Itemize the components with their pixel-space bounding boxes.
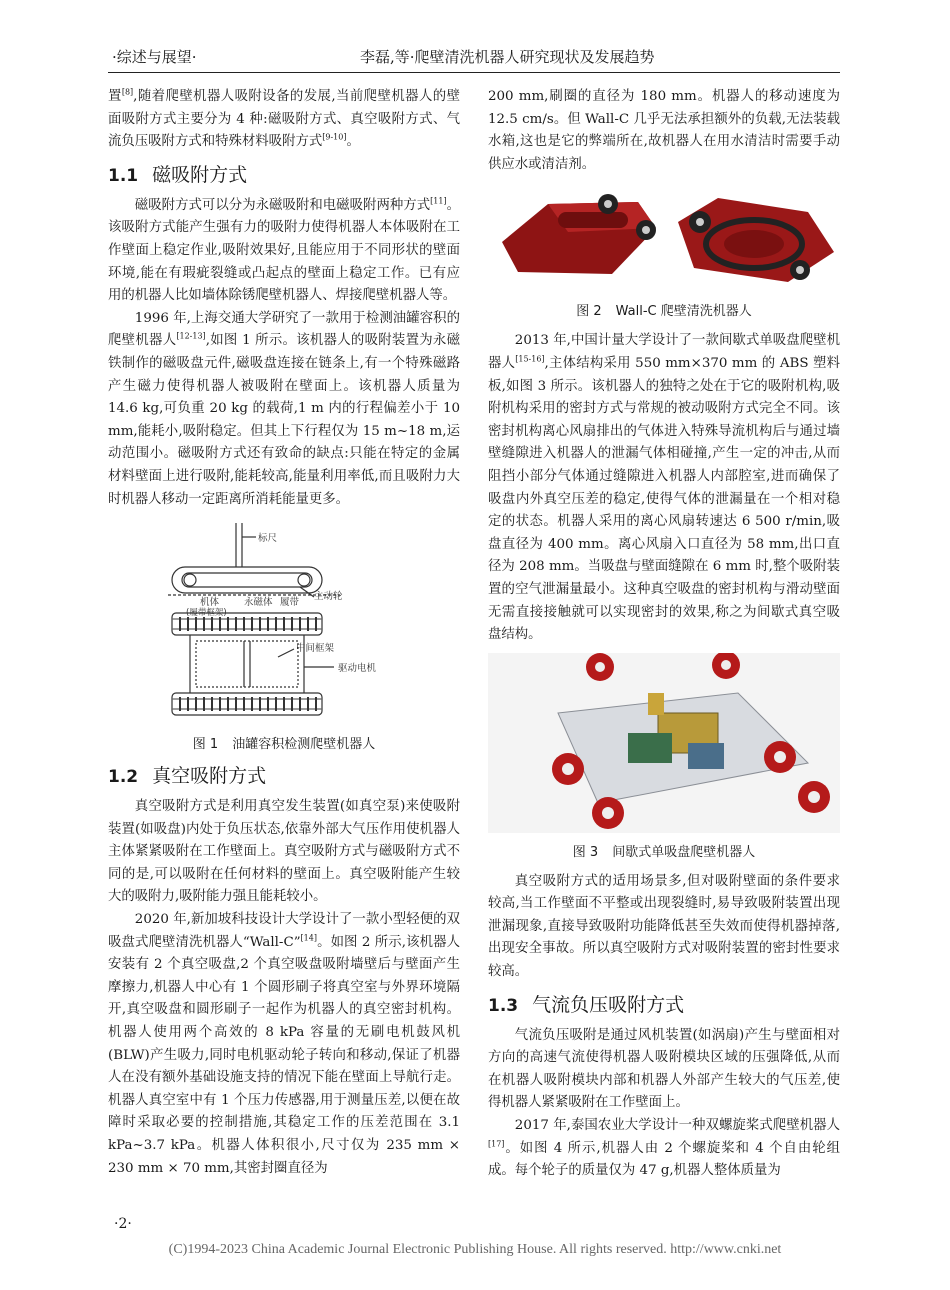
paragraph-magnetic: 磁吸附方式可以分为永磁吸附和电磁吸附两种方式[11]。该吸附方式能产生强有力的吸附力使得机器人本体吸附在工作壁面上稳定作业,吸附效果好,且能应用于不同形状的壁面环境,能在有瑕疵裂缝或凸起点的壁面上稳定工作。已有应用的机器人比如墙体除锈爬壁机器人、焊接爬壁机器人等。 [108, 196, 461, 304]
section-heading-1-1: 1.1 磁吸附方式 [108, 163, 248, 186]
citation[interactable]: [8] [121, 87, 134, 97]
paragraph-wallc: 2020 年,新加坡科技设计大学设计了一款小型轻便的双吸盘式爬壁清洗机器人“Wall-C”[14]。如图 2 所示,该机器人安装有 2 个真空吸盘,2 个真空吸盘吸附墙壁后与壁面产生摩擦力,机器人中心有 1 个圆形刷子将真空室与外界环境隔开,真空吸盘和圆形刷子一起作为机器人的真空密封机构。机器人使用两个高效的 8 kPa 容量的无刷电机鼓风机(BLW)产生吸力,同时电机驱动轮子转向和移动,保证了机器人在没有额外基础设施支持的情况下能在壁面上导航行走。机器人真空室中有 1 个压力传感器,用于测量压差,以便在故障时采取必要的控制措施,其稳定工作的压差范围在 3.1 kPa~3.7 kPa。机器人体积很小,尺寸仅为 235 mm × 230 mm × 70 mm,其密封圈直径为 [108, 912, 461, 1176]
wallc-front-render [502, 194, 656, 274]
citation[interactable]: [11] [430, 196, 447, 206]
copyright-notice: (C)1994-2023 China Academic Journal Electronic Publishing House. All rights reserved. http://www.cnki.net [168, 1242, 782, 1257]
citation[interactable]: [17] [488, 1139, 505, 1149]
paragraph-airflow: 气流负压吸附是通过风机装置(如涡扇)产生与壁面相对方向的高速气流使得机器人吸附模块区域的压强降低,从而在机器人吸附模块内部和机器人外部产生较大的气压差,使得机器人紧紧吸附在工作壁面上。 [488, 1027, 840, 1111]
header-section-label: ·综述与展望· [112, 48, 197, 66]
paragraph-vacuum: 真空吸附方式是利用真空发生装置(如真空泵)来使吸附装置(如吸盘)内处于负压状态,依靠外部大气压作用使机器人主体紧紧吸附在工作壁面上。真空吸附方式与磁吸附方式不同的是,可以吸附在任何材料的壁面上。真空吸附能产生较大的吸附力,吸附能力强且能耗较小。 [108, 799, 460, 905]
paragraph-wallc-cont: 200 mm,刷圈的直径为 180 mm。机器人的移动速度为 12.5 cm/s。但 Wall-C 几乎无法承担额外的负载,无法装载水箱,这也是它的弊端所在,故机器人在用水清洁时需要手动供应水或清洁剂。 [488, 89, 840, 172]
fig1-label-magnet: 永磁体 [244, 597, 273, 609]
figure-3-caption: 图 3 间歇式单吸盘爬壁机器人 [572, 844, 756, 860]
figure-1 [108, 517, 460, 755]
citation[interactable]: [15-16] [515, 354, 545, 364]
figure-3-image [488, 653, 840, 833]
running-header [0, 40, 950, 70]
section-heading-1-3: 1.3 气流负压吸附方式 [488, 993, 685, 1016]
fig1-label-ruler: 标尺 [258, 533, 278, 545]
figure-2 [488, 182, 840, 322]
citation[interactable]: [14] [300, 933, 317, 943]
citation[interactable]: [9-10] [322, 132, 347, 142]
header-rule [108, 72, 840, 73]
wallc-bottom-render [678, 198, 834, 282]
fig1-label-drive-wheel: 主动轮 [314, 591, 343, 603]
paragraph-sjtu-robot: 1996 年,上海交通大学研究了一款用于检测油罐容积的爬壁机器人[12-13],如图 1 所示。该机器人的吸附装置为永磁铁制作的磁吸盘元件,磁吸盘连接在链条上,有一个特殊磁路产生磁力使得机器人被吸附在壁面上。该机器人质量为 14.6 kg,可负重 20 kg 的载荷,1 m 内的行程偏差小于 10 mm,能耗小,吸附稳定。但其上下行程仅为 15 m~18 m,运动范围小。磁吸附方式还有致命的缺点:只能在特定的金属材料壁面上进行吸附,能耗较高,能量利用率低,而且吸附力大时机器人移动一定距离所消耗能量更多。 [108, 310, 460, 507]
fig1-label-mid-frame: 中间框架 [296, 643, 335, 655]
citation[interactable]: [12-13] [176, 331, 206, 341]
figure-2-image [488, 182, 840, 292]
left-column [108, 86, 460, 1180]
paragraph-vacuum-summary: 真空吸附方式的适用场景多,但对吸附壁面的条件要求较高,当工作壁面不平整或出现裂缝时,易导致吸附装置出现泄漏现象,直接导致吸附功能降低甚至失效而使得机器掉落,出现安全事故。所以真空吸附方式对吸附装置的密封性要求较高。 [488, 873, 840, 980]
paragraph-cjlu-robot: 2013 年,中国计量大学设计了一款间歇式单吸盘爬壁机器人[15-16],主体结构采用 550 mm×370 mm 的 ABS 塑料板,如图 3 所示。该机器人的独特之处在于它的吸附机构,吸附机构采用的密封方式与常规的被动吸附方式完全不同。该密封机构离心风扇排出的气体进入特殊导流机构后与通过墙壁缝隙进入机器人的泄漏气体相碰撞,产生一定的冲击,从而阻挡小部分气体通过缝隙进入机器人内部腔室,进而确保了吸盘内外真空压差的稳定,使得气体的泄漏量在一个相对稳定的状态。机器人采用的离心风扇转速达 6 500 r/min,吸盘直径为 400 mm。离心风扇入口直径为 58 mm,出口直径为 208 mm。当吸盘与壁面缝隙在 6 mm 时,整个吸附装置的空气泄漏量最小。这种真空吸盘的密封机构与滑动壁面无需直接接触就可以实现密封的效果,称之为间歇式真空吸盘结构。 [488, 333, 841, 643]
fig1-label-track: 履带 [280, 597, 300, 609]
figure-1-diagram [108, 517, 460, 725]
section-heading-1-2: 1.2 真空吸附方式 [108, 765, 267, 788]
right-column [488, 86, 840, 1183]
fig1-label-motor: 驱动电机 [338, 663, 377, 675]
fig1-label-body: 机体 [200, 597, 220, 609]
paragraph-ku-robot: 2017 年,泰国农业大学设计一种双螺旋桨式爬壁机器人[17]。如图 4 所示,机器人由 2 个螺旋桨和 4 个自由轮组成。每个轮子的质量仅为 47 g,机器人整体质量为 [488, 1118, 840, 1179]
figure-1-caption: 图 1 油罐容积检测爬壁机器人 [192, 737, 376, 753]
header-article-title: 李磊,等·爬壁清洗机器人研究现状及发展趋势 [360, 48, 655, 66]
fig1-label-frame: (履带框架) [186, 608, 227, 619]
paragraph-intro: 置[8],随着爬壁机器人吸附设备的发展,当前爬壁机器人的壁面吸附方式主要分为 4 种:磁吸附方式、真空吸附方式、气流负压吸附方式和特殊材料吸附方式[9-10]。 [108, 87, 461, 150]
figure-3 [488, 653, 840, 863]
figure-2-caption: 图 2 Wall-C 爬壁清洗机器人 [576, 304, 752, 320]
page-number: ·2· [114, 1216, 132, 1232]
